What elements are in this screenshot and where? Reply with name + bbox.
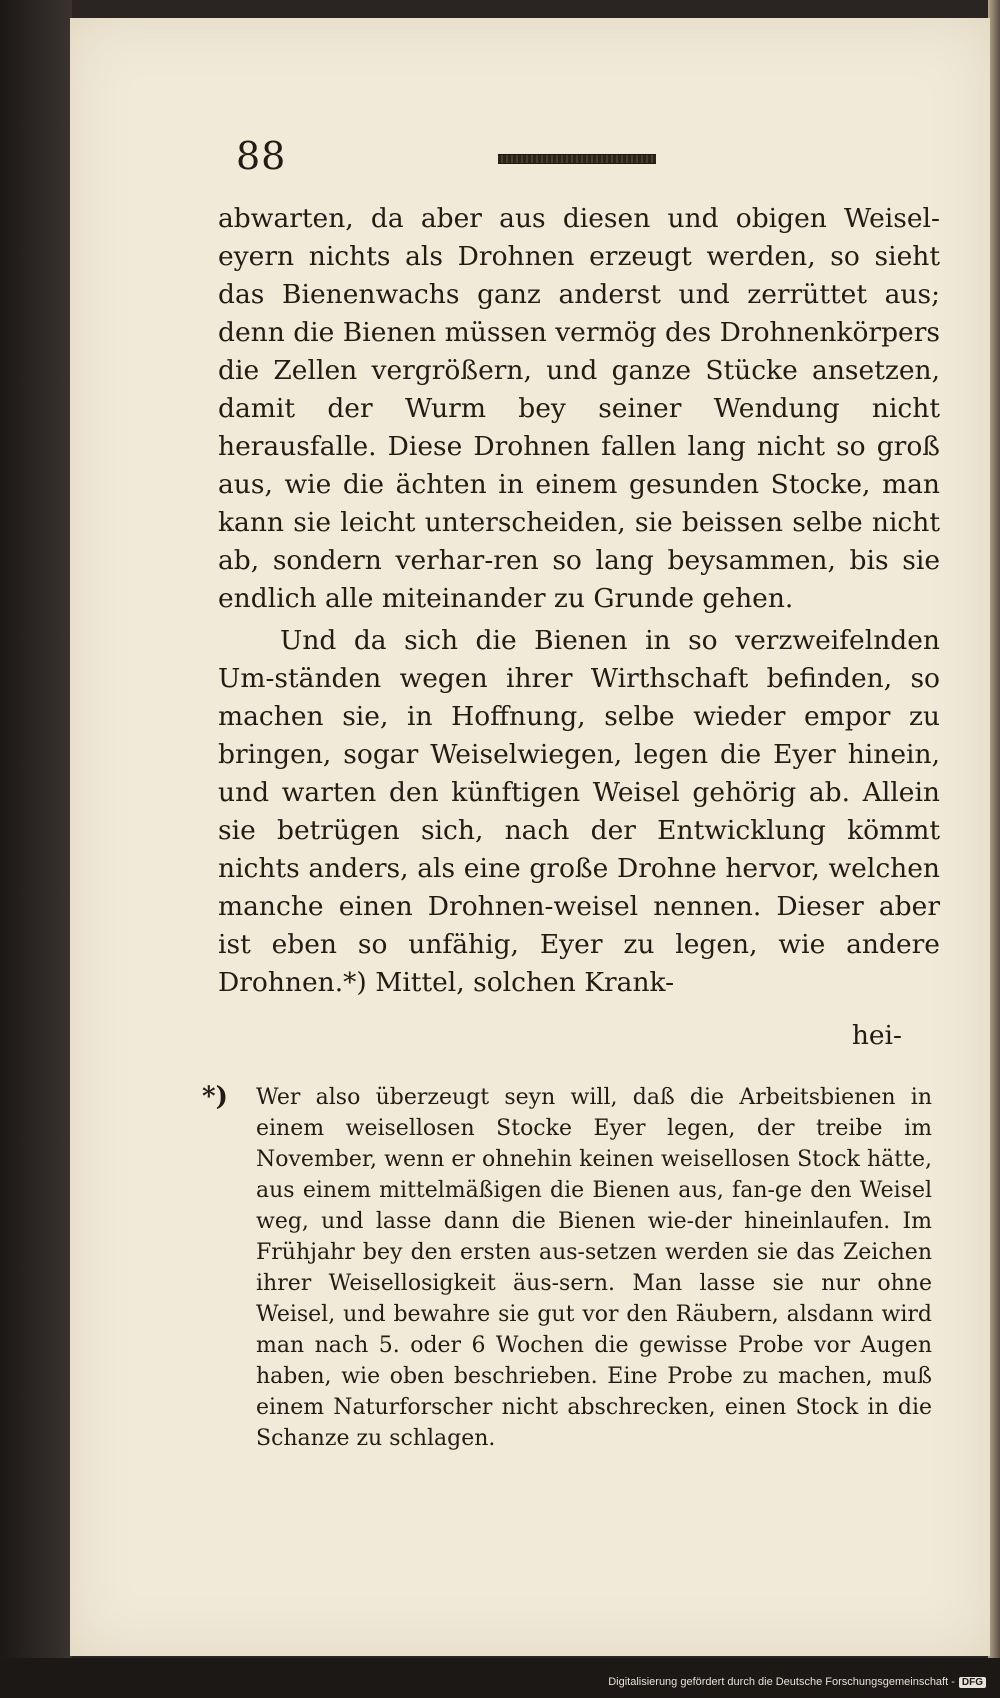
dfg-logo: DFG [959, 1677, 986, 1688]
footnote [202, 1082, 932, 1454]
main-text-block [218, 200, 940, 1002]
catchword: hei- [851, 1020, 902, 1051]
footnote-text: Wer also überzeugt seyn will, daß die Arbeitsbienen in einem weisellosen Stocke Eyer legen, der treibe im November, wenn er ohnehin keinen weisellosen Stock hätte, aus einem mittelmäßigen die Bienen aus, fan-ge den Weisel weg, und lasse dann die Bienen wie-der hineinlaufen. Im Frühjahr bey den ersten aus-setzen werden sie das Zeichen ihrer Weisellosigkeit äus-sern. Man lasse sie nur ohne Weisel, und bewahre sie gut vor den Räubern, alsdann wird man nach 5. oder 6 Wochen die gewisse Probe vor Augen haben, wie oben beschrieben. Eine Probe zu machen, muß einem Naturforscher nicht abschrecken, einen Stock in die Schanze zu schlagen. [256, 1085, 932, 1451]
book-spine-edge [0, 0, 72, 1698]
paragraph-1: abwarten, da aber aus diesen und obigen Weisel-eyern nichts als Drohnen erzeugt werden, so sieht das Bienenwachs ganz anderst und zerrüttet aus; denn die Bienen müssen vermög des Drohnenkörpers die Zellen vergrößern, und ganze Stücke ansetzen, damit der Wurm bey seiner Wendung nicht herausfalle. Diese Drohnen fallen lang nicht so groß aus, wie die ächten in einem gesunden Stocke, man kann sie leicht unterscheiden, sie beissen selbe nicht ab, sondern verhar-ren so lang beysammen, bis sie endlich alle miteinander zu Grunde gehen. [218, 203, 940, 614]
credit-text: Digitalisierung gefördert durch die Deutsche Forschungsgemeinschaft - [608, 1676, 955, 1688]
digitization-credit [608, 1676, 986, 1688]
footnote-marker: *) [202, 1082, 228, 1112]
header-ornament-rule [498, 154, 656, 164]
paragraph-2: Und da sich die Bienen in so verzweifelnden Um-ständen wegen ihrer Wirthschaft befinden, so machen sie, in Hoffnung, selbe wieder empor zu bringen, sogar Weiselwiegen, legen die Eyer hinein, und warten den künftigen Weisel gehörig ab. Allein sie betrügen sich, nach der Entwicklung kömmt nichts anders, als eine große Drohne hervor, welchen manche einen Drohnen-weisel nennen. Dieser aber ist eben so unfähig, Eyer zu legen, wie andere Drohnen.*) Mittel, solchen Krank- [218, 625, 940, 998]
page-number: 88 [236, 134, 287, 178]
